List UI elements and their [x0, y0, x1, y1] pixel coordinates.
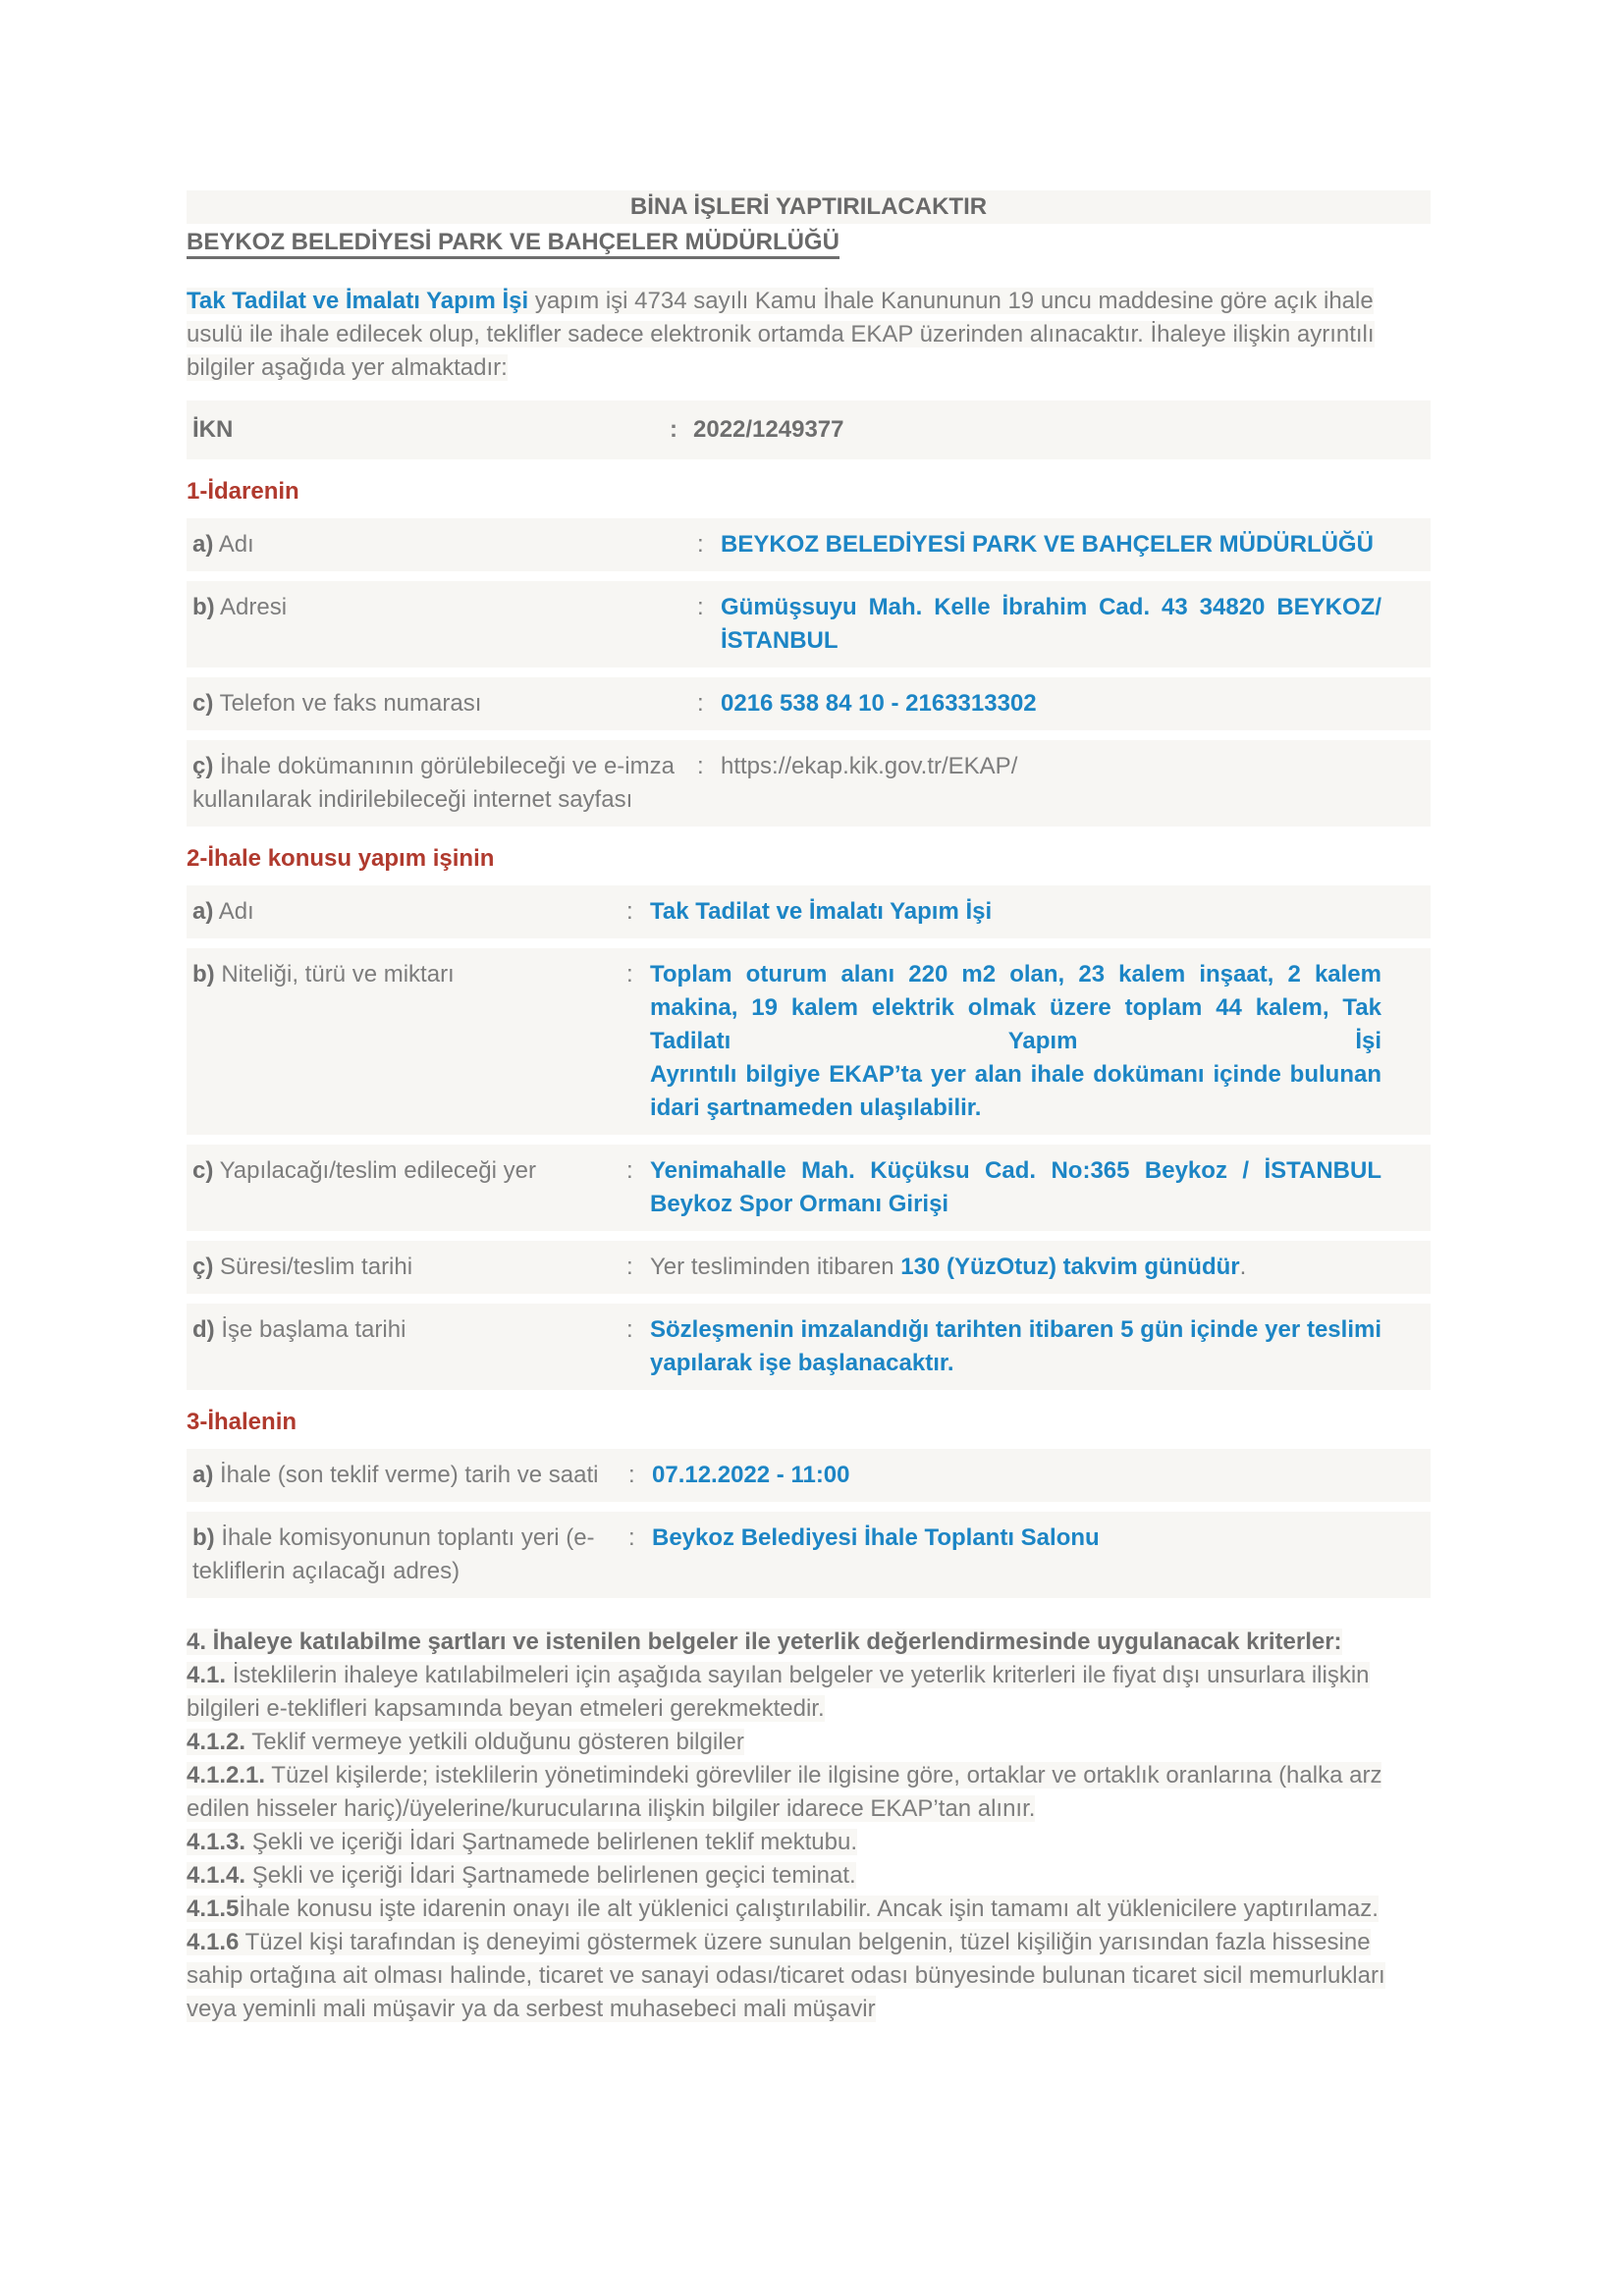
requirement-item: 4. İhaleye katılabilme şartları ve istenilen belgeler ile yeterlik değerlendirmesinde uygulanacak kriterler:: [187, 1629, 1342, 1655]
colon-separator: :: [697, 753, 704, 779]
info-table-work-subject: [187, 885, 1431, 1390]
intro-rest: yapım işi 4734 sayılı Kamu İhale Kanununun 19 uncu maddesine göre açık ihale usulü ile ihale edilecek olup, teklifler sadece elektronik ortamda EKAP üzerinden alınacaktır. İhaleye ilişkin ayrıntılı bilgiler aşağıda yer almaktadır:: [187, 288, 1375, 381]
row-label: b) Niteliği, türü ve miktarı: [192, 961, 455, 988]
colon-separator: :: [628, 1462, 635, 1488]
row-label: b) İhale komisyonunun toplantı yeri (e-tekliflerin açılacağı adres): [192, 1524, 595, 1584]
intro-paragraph: [187, 285, 1431, 385]
row-label: ç) İhale dokümanının görülebileceği ve e-imza kullanılarak indirilebileceği internet sayfası: [192, 753, 675, 813]
table-row: [187, 1512, 1431, 1598]
row-label: a) İhale (son teklif verme) tarih ve saati: [192, 1462, 599, 1488]
info-table-administration: [187, 518, 1431, 827]
section-3-heading: 3-İhalenin: [187, 1409, 298, 1435]
section-1-heading: 1-İdarenin: [187, 478, 299, 505]
table-row: [187, 518, 1431, 571]
agency-name: [187, 226, 1431, 259]
row-label: ç) Süresi/teslim tarihi: [192, 1254, 413, 1280]
section-2-heading: 2-İhale konusu yapım işinin: [187, 845, 495, 872]
row-value: : Sözleşmenin imzalandığı tarihten itibaren 5 gün içinde yer teslimi yapılarak işe başlanacaktır.: [626, 1313, 1431, 1380]
table-row: [187, 1145, 1431, 1231]
table-row: [187, 677, 1431, 730]
table-row: [187, 1241, 1431, 1294]
colon-separator: :: [626, 1157, 633, 1184]
colon-separator: :: [697, 690, 704, 717]
colon-separator: :: [626, 898, 633, 925]
requirement-item: 4.1.2. Teklif vermeye yetkili olduğunu gösteren bilgiler: [187, 1729, 744, 1755]
table-row: [187, 1449, 1431, 1502]
requirement-item: 4.1. İsteklilerin ihaleye katılabilmeleri için aşağıda sayılan belgeler ve yeterlik kriterleri ile fiyat dışı unsurlara ilişkin bilgileri e-teklifleri kapsamında beyan etmeleri gerekmektedir.: [187, 1662, 1370, 1722]
requirement-item: 4.1.6 Tüzel kişi tarafından iş deneyimi göstermek üzere sunulan belgenin, tüzel kişiliğin yarısından fazla hissesine sahip ortağına ait olması halinde, ticaret ve sanayi odası/ticaret odası bünyesinde bulunan ticaret sicil memurlukları veya yeminli mali müşavir ya da serbest muhasebeci mali müşavir: [187, 1929, 1385, 2022]
ekap-url-text: https://ekap.kik.gov.tr/EKAP/: [721, 753, 1018, 779]
intro-lead: Tak Tadilat ve İmalatı Yapım İşi: [187, 288, 529, 314]
row-value: : Gümüşsuyu Mah. Kelle İbrahim Cad. 43 34820 BEYKOZ/İSTANBUL: [697, 591, 1431, 658]
ikn-value: 2022/1249377: [693, 416, 844, 443]
row-label: a) Adı: [192, 531, 254, 558]
info-table-tender: [187, 1449, 1431, 1598]
ikn-row: [187, 400, 1431, 459]
row-value: : 0216 538 84 10 - 2163313302: [697, 687, 1431, 721]
colon-separator: :: [670, 416, 677, 443]
table-row: [187, 1304, 1431, 1390]
row-value: : 07.12.2022 - 11:00: [628, 1459, 1431, 1492]
agency-name-text: BEYKOZ BELEDİYESİ PARK VE BAHÇELER MÜDÜRLÜĞÜ: [187, 229, 839, 259]
requirement-item: 4.1.3. Şekli ve içeriği İdari Şartnamede belirlenen teklif mektubu.: [187, 1829, 858, 1855]
document-title: [187, 190, 1431, 224]
row-label: a) Adı: [192, 898, 254, 925]
row-value: : Yenimahalle Mah. Küçüksu Cad. No:365 Beykoz / İSTANBUL Beykoz Spor Ormanı Girişi: [626, 1154, 1431, 1221]
row-value: : Toplam oturum alanı 220 m2 olan, 23 kalem inşaat, 2 kalem makina, 19 kalem elektrik olmak üzere toplam 44 kalem, Tak Tadilatı Yapım İşi Ayrıntılı bilgiye EKAP’ta yer alan ihale dokümanı içinde bulunan idari şartnameden ulaşılabilir.: [626, 958, 1431, 1125]
table-row: [187, 740, 1431, 827]
document-title-text: BİNA İŞLERİ YAPTIRILACAKTIR: [629, 193, 988, 220]
ikn-label: İKN: [192, 416, 234, 443]
colon-separator: :: [697, 531, 704, 558]
requirement-item: 4.1.5İhale konusu işte idarenin onayı ile alt yüklenici çalıştırılabilir. Ancak işin tamamı alt yüklenicilere yaptırılamaz.: [187, 1896, 1379, 1922]
colon-separator: :: [626, 1316, 633, 1343]
table-row: [187, 581, 1431, 667]
row-value: : Beykoz Belediyesi İhale Toplantı Salonu: [628, 1522, 1431, 1588]
row-value: : BEYKOZ BELEDİYESİ PARK VE BAHÇELER MÜDÜRLÜĞÜ: [697, 528, 1431, 561]
row-value: : Tak Tadilat ve İmalatı Yapım İşi: [626, 895, 1431, 929]
table-row: [187, 885, 1431, 938]
colon-separator: :: [626, 1254, 633, 1280]
row-value: : Yer tesliminden itibaren 130 (YüzOtuz) takvim günüdür.: [626, 1251, 1431, 1284]
table-row: [187, 948, 1431, 1135]
colon-separator: :: [626, 961, 633, 988]
requirements-text: [187, 1626, 1431, 2026]
row-label: c) Yapılacağı/teslim edileceği yer: [192, 1157, 536, 1184]
row-label: b) Adresi: [192, 594, 288, 620]
colon-separator: :: [697, 594, 704, 620]
requirement-item: 4.1.4. Şekli ve içeriği İdari Şartnamede belirlenen geçici teminat.: [187, 1862, 856, 1889]
row-label: d) İşe başlama tarihi: [192, 1316, 406, 1343]
row-value: [697, 750, 1431, 817]
colon-separator: :: [628, 1524, 635, 1551]
document-page: [187, 190, 1431, 2026]
requirement-item: 4.1.2.1. Tüzel kişilerde; isteklilerin yönetimindeki görevliler ile ilgisine göre, ortaklar ve ortaklık oranlarına (halka arz edilen hisseler hariç)/üyelerine/kurucularına ilişkin bilgiler idarece EKAP’tan alınır.: [187, 1762, 1382, 1822]
row-label: c) Telefon ve faks numarası: [192, 690, 482, 717]
